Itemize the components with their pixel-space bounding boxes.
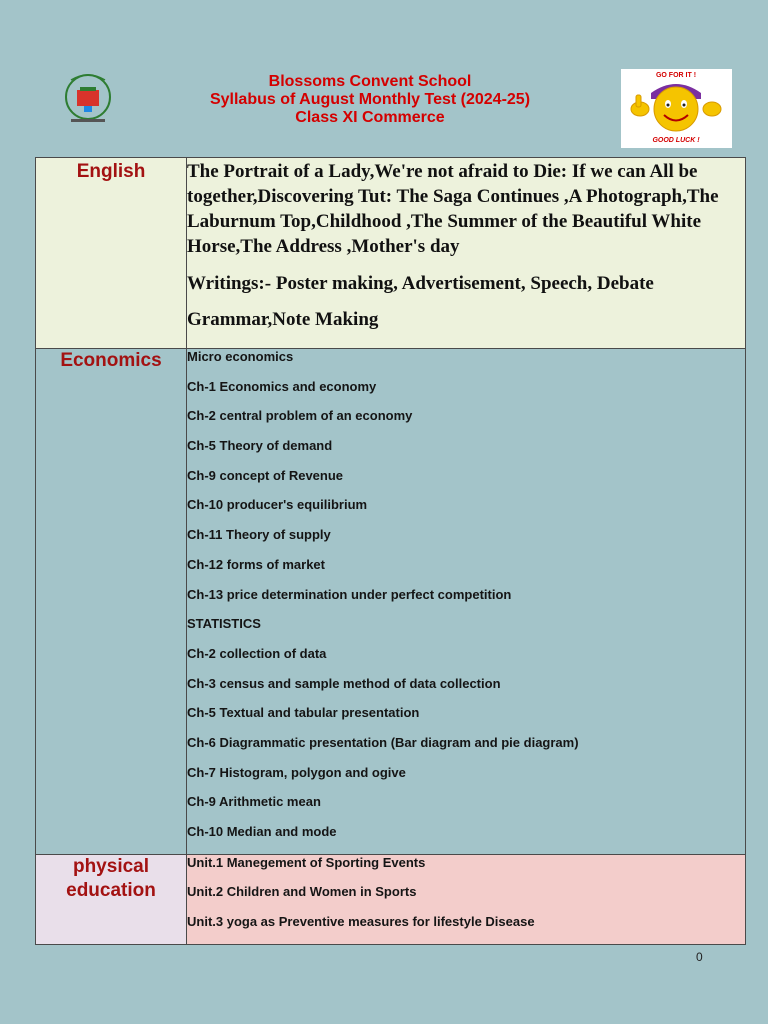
english-chapters: The Portrait of a Lady,We're not afraid to Die: If we can All be together,Discovering Tut: The Saga Continues ,A Photograph,The Laburnum Top,Childhood ,The Summer of the Beautiful White Horse,The Address ,Mother's day — [187, 161, 719, 257]
economics-item: Ch-9 concept of Revenue — [187, 467, 344, 483]
economics-item: Ch-6 Diagrammatic presentation (Bar diagram and pie diagram) — [187, 734, 579, 750]
english-row — [36, 158, 746, 349]
english-writings: Writings:- Poster making, Advertisement, Speech, Debate — [187, 273, 654, 294]
economics-item: Ch-13 price determination under perfect competition — [187, 586, 512, 602]
economics-item: Micro economics — [187, 349, 294, 364]
economics-item: Ch-12 forms of market — [187, 556, 325, 572]
economics-item: Ch-5 Textual and tabular presentation — [187, 705, 420, 721]
syllabus-table — [35, 157, 746, 945]
economics-content-cell — [187, 349, 746, 855]
test-title: Syllabus of August Monthly Test (2024-25) — [209, 91, 531, 108]
economics-item: Ch-7 Histogram, polygon and ogive — [187, 764, 406, 780]
economics-item: Ch-5 Theory of demand — [187, 438, 333, 454]
physical-subject-line2: education — [66, 879, 156, 901]
economics-item: Ch-10 Median and mode — [187, 824, 337, 839]
class-name: Class XI Commerce — [295, 109, 445, 126]
physical-item: Unit.2 Children and Women in Sports — [187, 884, 417, 900]
english-grammar: Grammar,Note Making — [187, 309, 379, 330]
school-name: Blossoms Convent School — [268, 73, 472, 90]
physical-item: Unit.3 yoga as Preventive measures for lifestyle Disease — [187, 914, 535, 930]
page-header — [150, 73, 590, 127]
economics-item: Ch-3 census and sample method of data collection — [187, 675, 501, 691]
physical-item: Unit.1 Manegement of Sporting Events — [187, 854, 426, 870]
economics-item: Ch-1 Economics and economy — [187, 378, 377, 394]
economics-item: Ch-9 Arithmetic mean — [187, 794, 321, 810]
physical-education-row — [36, 854, 746, 944]
english-subject-label: English — [76, 161, 146, 182]
english-content-cell — [187, 158, 746, 349]
physical-education-subject-cell — [36, 854, 187, 944]
economics-item: Ch-2 central problem of an economy — [187, 408, 413, 424]
smiley-bottom-text: GOOD LUCK ! — [652, 137, 700, 144]
economics-item: Ch-10 producer's equilibrium — [187, 497, 368, 513]
economics-item: Ch-11 Theory of supply — [187, 527, 331, 543]
good-luck-smiley-image — [621, 69, 732, 148]
economics-subject-label: Economics — [60, 350, 162, 371]
physical-subject-line1: physical — [72, 855, 150, 877]
physical-education-content-cell — [187, 854, 746, 944]
english-subject-cell — [36, 158, 187, 349]
page-number: 0 — [696, 950, 703, 964]
school-logo — [57, 70, 119, 128]
economics-subject-cell — [36, 349, 187, 855]
economics-row — [36, 349, 746, 855]
smiley-top-text: GO FOR IT ! — [655, 72, 697, 79]
economics-item: Ch-2 collection of data — [187, 645, 327, 661]
economics-section-heading: STATISTICS — [187, 616, 261, 632]
